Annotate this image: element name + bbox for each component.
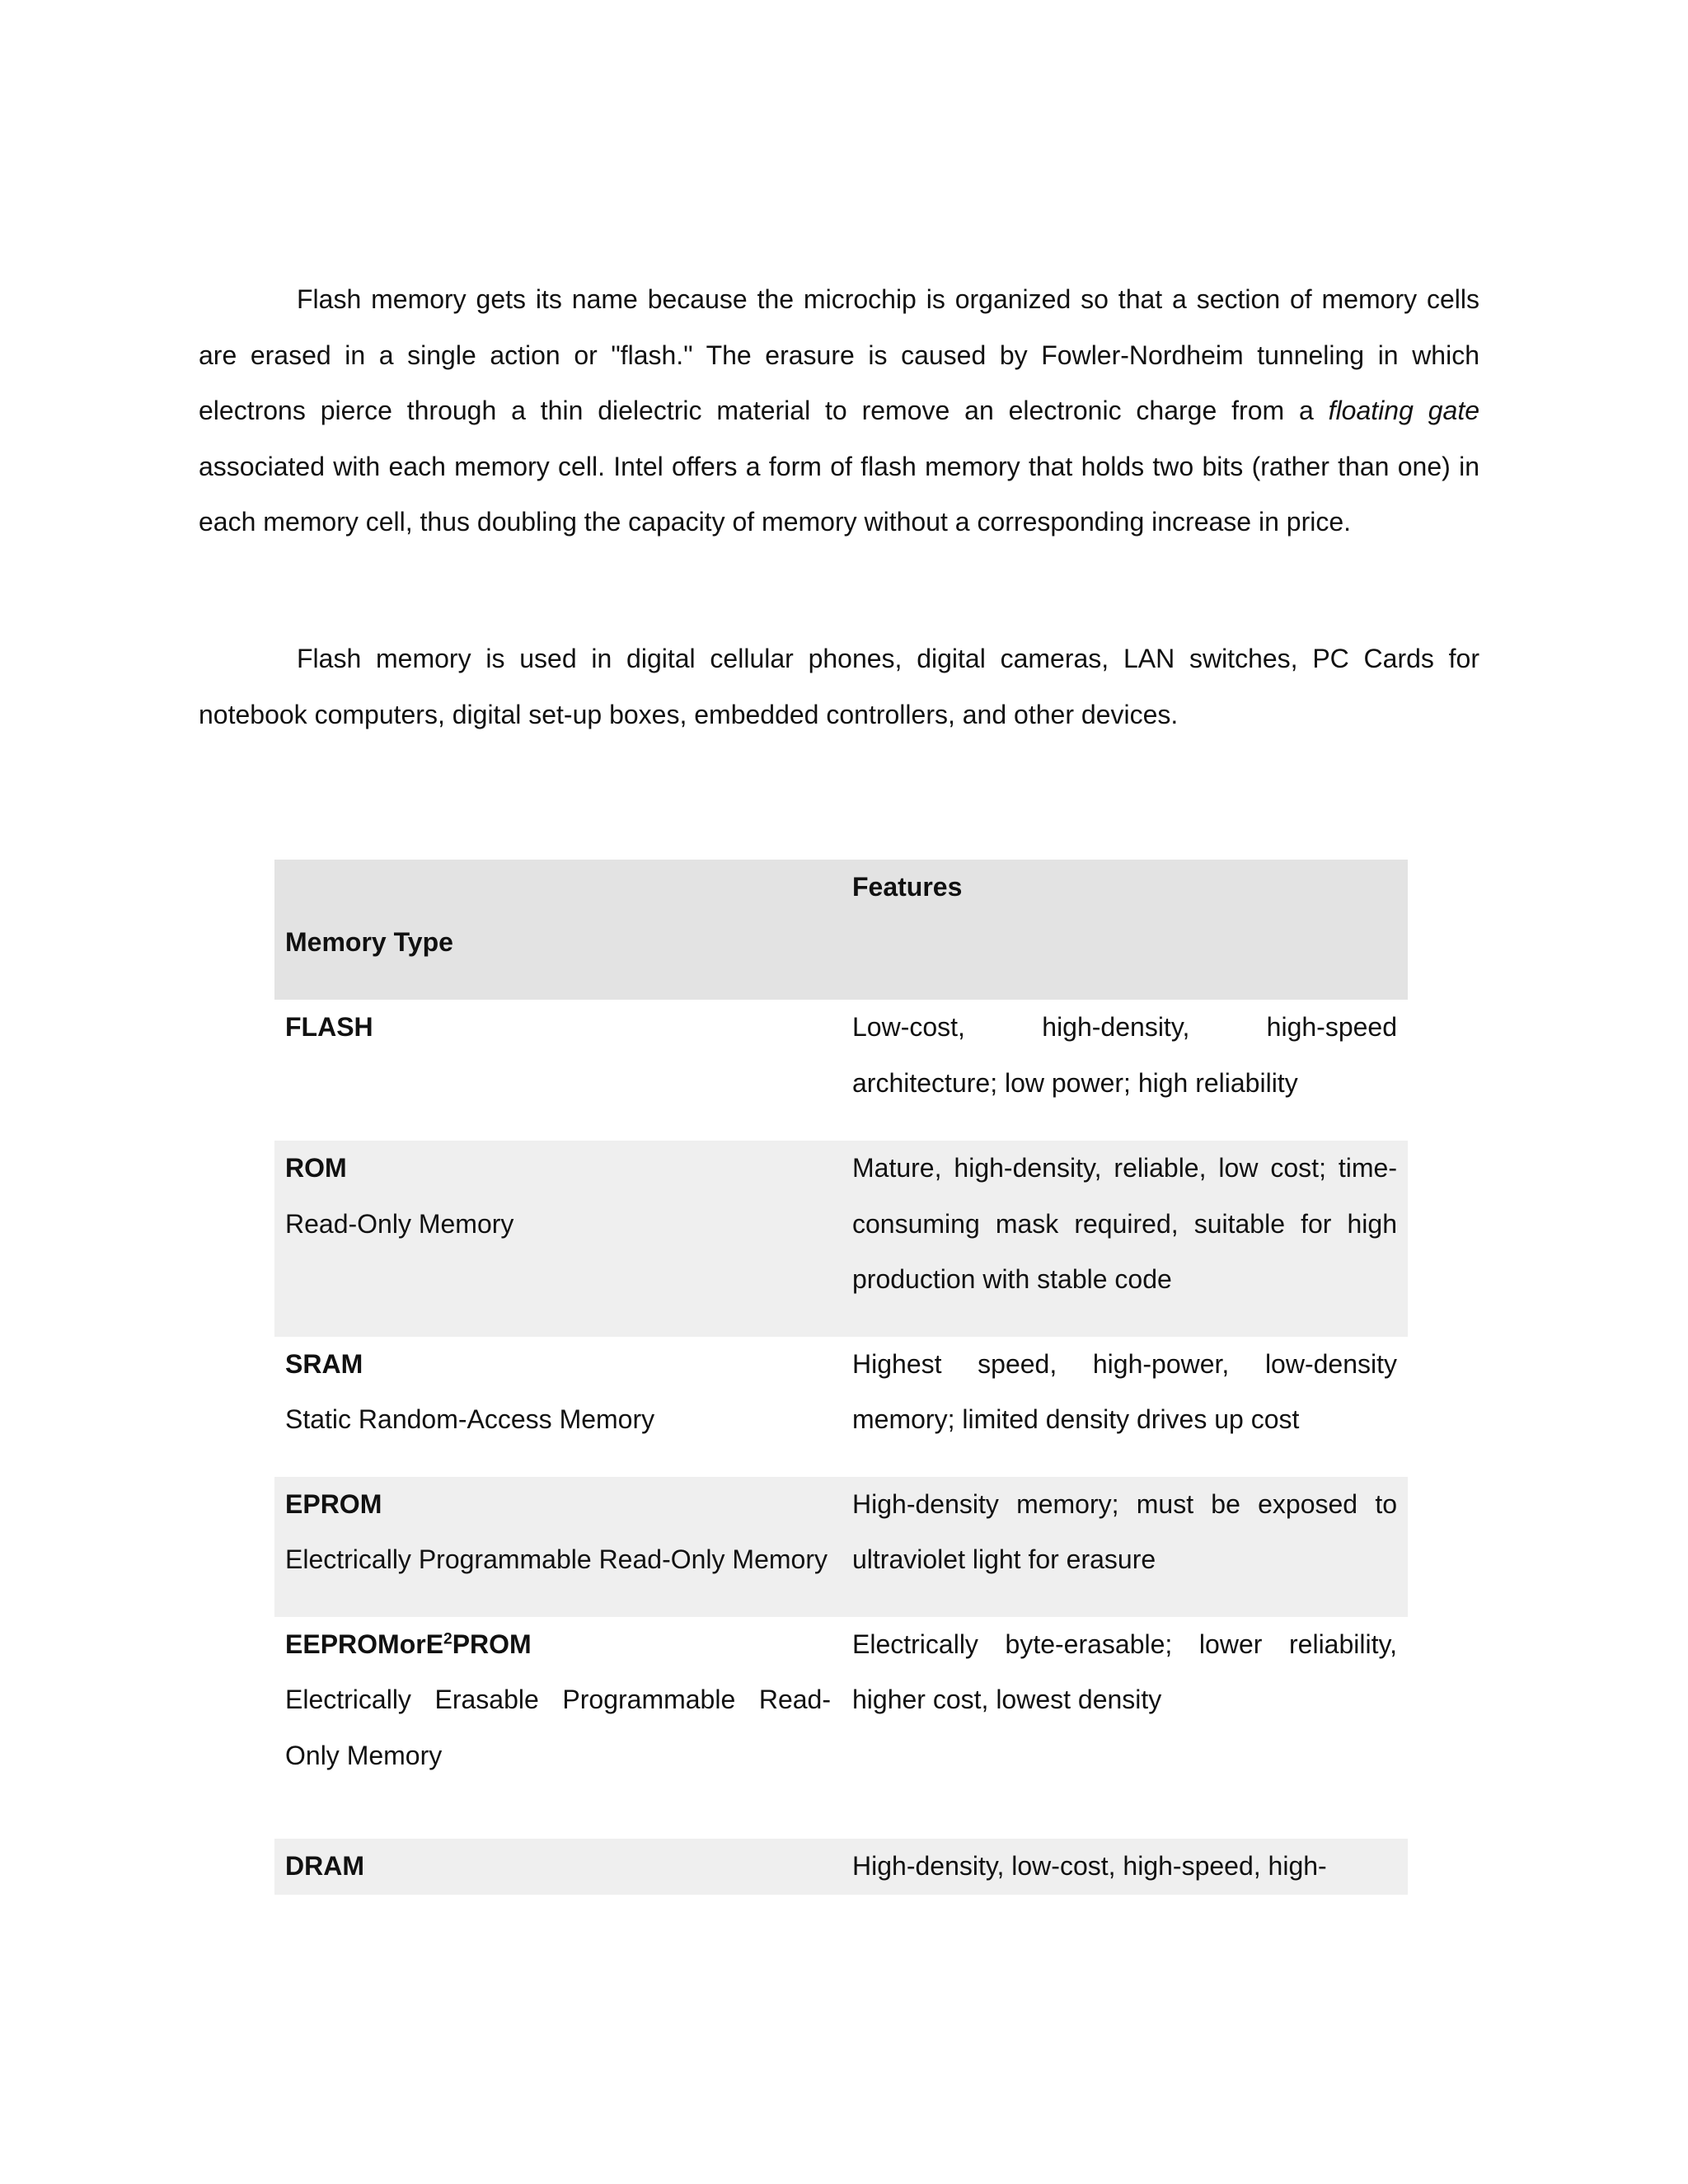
memory-type-name: ROM <box>285 1153 347 1183</box>
features-cell: High-density, low-cost, high-speed, high- <box>852 1851 1327 1881</box>
memory-type-full-name: Electrically Programmable Read-Only Memory <box>285 1544 828 1574</box>
table-row <box>274 1839 1408 1895</box>
memory-type-cell <box>274 1617 842 1840</box>
paragraph-text: associated with each memory cell. Intel offers a form of flash memory that holds two bits (rather than one) in each memory cell, thus doubling the capacity of memory without a corresponding increase in price. <box>199 451 1479 537</box>
table-row <box>274 1477 1408 1617</box>
memory-type-name-part: PROM <box>452 1629 532 1659</box>
column-header-features: Features <box>852 872 963 902</box>
paragraph-flash-uses <box>199 631 1479 743</box>
table-row <box>274 1000 1408 1141</box>
features-cell: Mature, high-density, reliable, low cost; time-consuming mask required, suitable for high production with stable code <box>852 1153 1397 1294</box>
memory-type-name: EPROM <box>285 1488 382 1519</box>
memory-type-full-name: Electrically Erasable Programmable Read-Only Memory <box>285 1685 831 1770</box>
memory-type-full-name: Static Random-Access Memory <box>285 1404 655 1434</box>
memory-type-full-name: Read-Only Memory <box>285 1208 514 1239</box>
memory-type-name: DRAM <box>285 1851 364 1881</box>
paragraph-italic-term: floating gate <box>1328 396 1480 425</box>
table-row <box>274 1141 1408 1337</box>
memory-type-name: FLASH <box>285 1012 373 1042</box>
column-header-memory-type: Memory Type <box>285 927 453 957</box>
table-row <box>274 1617 1408 1840</box>
table-row <box>274 1337 1408 1477</box>
memory-type-table <box>274 860 1408 1895</box>
memory-type-cell <box>274 1000 842 1141</box>
features-cell: Electrically byte-erasable; lower reliability, higher cost, lowest density <box>852 1629 1397 1714</box>
memory-type-name <box>285 1617 831 1673</box>
paragraph-text: Flash memory gets its name because the microchip is organized so that a section of memory cells are erased in a single action or "flash." The erasure is caused by Fowler-Nordheim tunneling in which electrons pierce through a thin dielectric material to remove an electronic charge from a <box>199 284 1479 425</box>
memory-type-cell <box>274 1839 842 1895</box>
memory-type-cell <box>274 1337 842 1477</box>
memory-type-name-part: EEPROMorE <box>285 1629 444 1659</box>
table-header-row <box>274 860 1408 1000</box>
memory-type-cell <box>274 1141 842 1337</box>
paragraph-flash-description <box>199 272 1479 551</box>
memory-type-cell <box>274 1477 842 1617</box>
memory-type-superscript: 2 <box>443 1629 452 1647</box>
memory-type-name: SRAM <box>285 1348 363 1379</box>
features-cell: Low-cost, high-density, high-speed architecture; low power; high reliability <box>852 1012 1397 1098</box>
paragraph-text: Flash memory is used in digital cellular phones, digital cameras, LAN switches, PC Cards for notebook computers, digital set-up boxes, embedded controllers, and other devices. <box>199 644 1479 729</box>
features-cell: Highest speed, high-power, low-density memory; limited density drives up cost <box>852 1348 1397 1434</box>
features-cell: High-density memory; must be exposed to ultraviolet light for erasure <box>852 1488 1397 1574</box>
